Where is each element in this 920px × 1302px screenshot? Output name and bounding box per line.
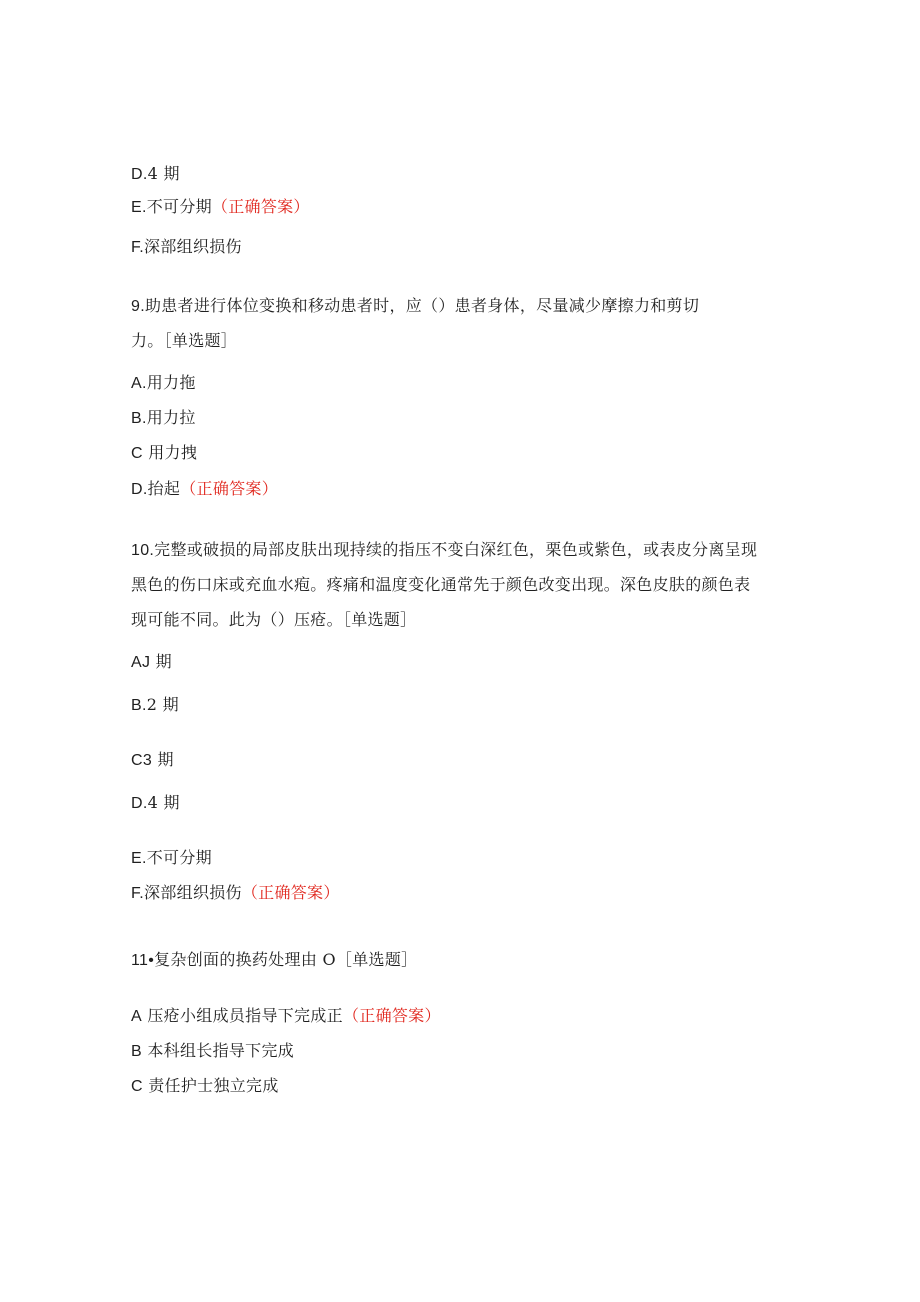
q10-option-b: [131, 695, 179, 716]
option-text: 4 期: [147, 164, 180, 183]
option-text: 用力拖: [146, 373, 196, 392]
option-text: 责任护士独立完成: [148, 1076, 279, 1095]
option-text: 不可分期: [146, 848, 212, 867]
q10-option-c: [131, 750, 174, 771]
correct-answer-mark: （正确答案）: [342, 1006, 441, 1025]
option-label: D.: [131, 481, 148, 498]
option-text: 用力拽: [148, 443, 198, 462]
option-text: 用力拉: [146, 408, 196, 427]
q8-option-d: [131, 164, 180, 185]
option-text: 期: [157, 750, 174, 769]
q10-question-line2: [131, 575, 750, 595]
option-label: C3: [131, 752, 153, 769]
question-text: 现可能不同。此为（）压疮。［单选题］: [131, 610, 417, 629]
option-label: AJ: [131, 654, 151, 671]
option-text: 不可分期: [146, 197, 212, 216]
option-label: F.: [131, 885, 145, 902]
option-label: D.: [131, 166, 148, 183]
option-text: 深部组织损伤: [144, 237, 242, 256]
question-number: 11•: [131, 952, 155, 969]
option-text: 本科组长指导下完成: [147, 1041, 295, 1060]
option-label: C: [131, 445, 143, 462]
option-text: 抬起: [147, 479, 181, 498]
option-label: B.: [131, 410, 147, 427]
q9-question-line1: [131, 296, 699, 317]
q10-option-d: [131, 793, 180, 814]
option-label: A: [131, 1008, 142, 1025]
q9-option-a: [131, 373, 196, 394]
question-text: 助患者进行体位变换和移动患者时，应（）患者身体，尽量减少摩擦力和剪切: [144, 296, 700, 315]
correct-answer-mark: （正确答案）: [241, 883, 340, 902]
q11-option-c: [131, 1076, 279, 1097]
q11-option-a: [131, 1006, 441, 1027]
q9-option-b: [131, 408, 196, 429]
q8-option-f: [131, 237, 242, 258]
question-number: 10.: [131, 542, 155, 559]
option-text: 期: [155, 652, 172, 671]
q9-option-d: [131, 479, 278, 500]
option-label: A.: [131, 375, 147, 392]
correct-answer-mark: （正确答案）: [211, 197, 310, 216]
q11-option-b: [131, 1041, 294, 1062]
q9-option-c: [131, 443, 197, 464]
question-number: 9.: [131, 298, 145, 315]
q10-option-e: [131, 848, 212, 869]
option-label: E.: [131, 850, 147, 867]
question-text: 力。［单选题］: [131, 331, 238, 350]
option-label: B.: [131, 697, 147, 714]
option-text: 深部组织损伤: [144, 883, 242, 902]
q10-question-line3: [131, 610, 416, 630]
option-text: 4 期: [147, 793, 180, 812]
option-label: C: [131, 1078, 143, 1095]
q8-option-e: [131, 197, 310, 218]
option-label: B: [131, 1043, 142, 1060]
question-text: 黑色的伤口床或充血水疱。疼痛和温度变化通常先于颜色改变出现。深色皮肤的颜色表: [131, 575, 751, 594]
question-text: 复杂创面的换药处理由 O［单选题］: [154, 950, 418, 969]
correct-answer-mark: （正确答案）: [180, 479, 279, 498]
option-text: 压疮小组成员指导下完成正: [147, 1006, 343, 1025]
option-text: 2 期: [146, 695, 179, 714]
option-label: F.: [131, 239, 145, 256]
question-text: 完整或破损的局部皮肤出现持续的指压不变白深红色，栗色或紫色，或表皮分离呈现: [154, 540, 758, 559]
option-label: D.: [131, 795, 148, 812]
q10-question-line1: [131, 540, 757, 561]
q11-question-line1: [131, 950, 417, 971]
option-label: E.: [131, 199, 147, 216]
q10-option-f: [131, 883, 340, 904]
q9-question-line2: [131, 331, 237, 351]
q10-option-a: [131, 652, 172, 673]
